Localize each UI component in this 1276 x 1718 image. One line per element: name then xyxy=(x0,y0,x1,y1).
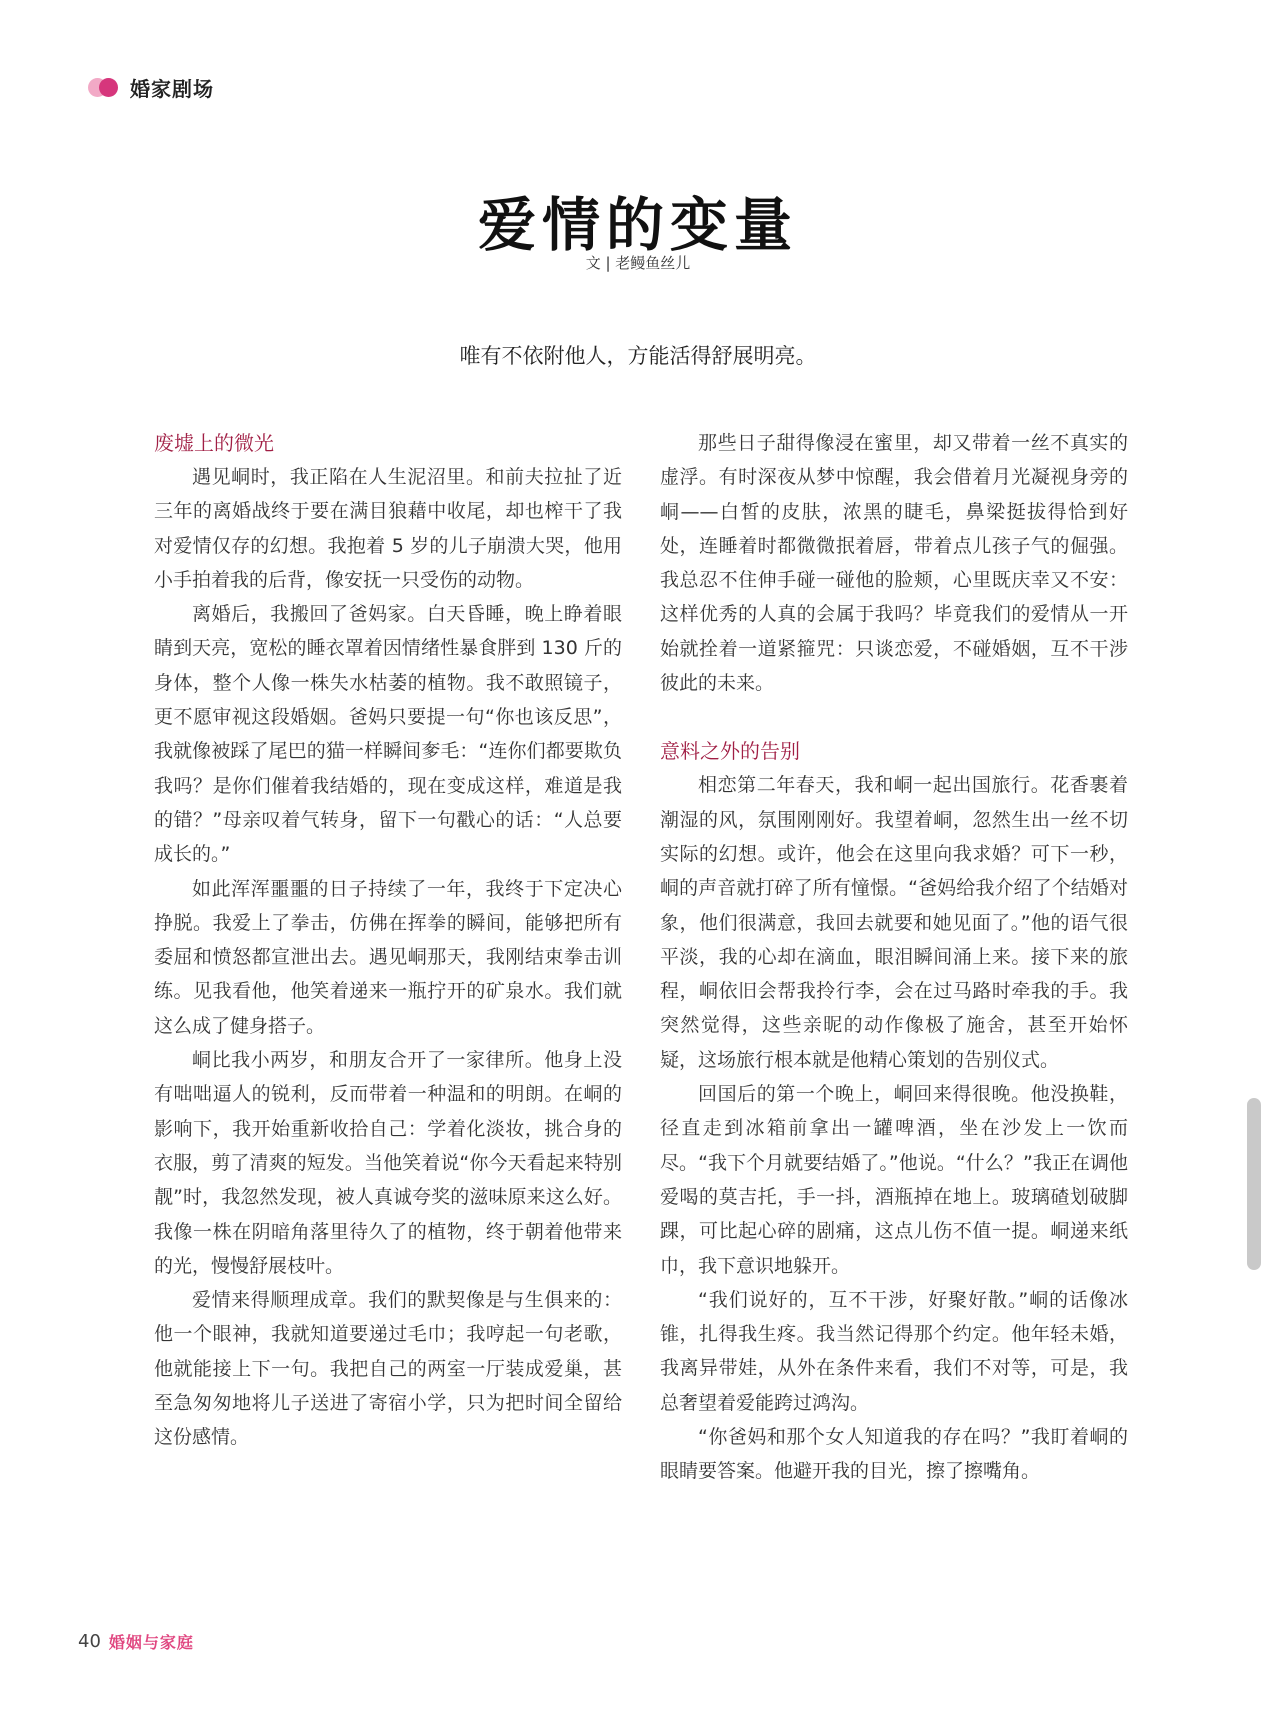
page-number: 40 xyxy=(78,1631,101,1652)
section-dots-icon xyxy=(88,76,122,98)
section-header xyxy=(88,72,214,102)
article-byline: 文 | 老鳗鱼丝儿 xyxy=(585,254,691,272)
paragraph: 回国后的第一个晚上，峒回来得很晚。他没换鞋，径直走到冰箱前拿出一罐啤酒，坐在沙发上一饮而尽。“我下个月就要结婚了。”他说。“什么？”我正在调他爱喝的莫吉托，手一抖，酒瓶掉在地上。玻璃碴划破脚踝，可比起心碎的剧痛，这点儿伤不值一提。峒递来纸巾，我下意识地躲开。 xyxy=(660,1083,1128,1277)
page-footer xyxy=(78,1630,194,1653)
paragraph: 爱情来得顺理成章。我们的默契像是与生俱来的：他一个眼神，我就知道要递过毛巾；我哼起一句老歌，他就能接上下一句。我把自己的两室一厅装成爱巢，甚至急匆匆地将儿子送进了寄宿小学，只为把时间全留给这份感情。 xyxy=(154,1289,622,1449)
article-subtitle: 唯有不依附他人，方能活得舒展明亮。 xyxy=(459,344,817,368)
paragraph: “我们说好的，互不干涉，好聚好散。”峒的话像冰锥，扎得我生疼。我当然记得那个约定。他年轻未婚，我离异带娃，从外在条件来看，我们不对等，可是，我总奢望着爱能跨过鸿沟。 xyxy=(660,1288,1128,1414)
paragraph: 相恋第二年春天，我和峒一起出国旅行。花香裹着潮湿的风，氛围刚刚好。我望着峒，忽然生出一丝不切实际的幻想。或许，他会在这里向我求婚？可下一秒，峒的声音就打碎了所有憧憬。“爸妈给我介绍了个结婚对象，他们很满意，我回去就要和她见面了。”他的语气很平淡，我的心却在滴血，眼泪瞬间涌上来。接下来的旅程，峒依旧会帮我拎行李，会在过马路时牵我的手。我突然觉得，这些亲昵的动作像极了施舍，甚至开始怀疑，这场旅行根本就是他精心策划的告别仪式。 xyxy=(660,774,1128,1071)
paragraph: 那些日子甜得像浸在蜜里，却又带着一丝不真实的虚浮。有时深夜从梦中惊醒，我会借着月光凝视身旁的峒——白皙的皮肤，浓黑的睫毛，鼻梁挺拔得恰到好处，连睡着时都微微抿着唇，带着点儿孩子气的倔强。我总忍不住伸手碰一碰他的脸颊，心里既庆幸又不安：这样优秀的人真的会属于我吗？毕竟我们的爱情从一开始就拴着一道紧箍咒：只谈恋爱，不碰婚姻，互不干涉彼此的未来。 xyxy=(660,432,1128,695)
right-column xyxy=(660,426,1128,1489)
section-heading-1: 废墟上的微光 xyxy=(154,431,274,455)
section-name: 婚家剧场 xyxy=(130,76,214,101)
scrollbar-thumb[interactable] xyxy=(1247,1098,1261,1270)
paragraph: 如此浑浑噩噩的日子持续了一年，我终于下定决心挣脱。我爱上了拳击，仿佛在挥拳的瞬间，能够把所有委屈和愤怒都宣泄出去。遇见峒那天，我刚结束拳击训练。见我看他，他笑着递来一瓶拧开的矿泉水。我们就这么成了健身搭子。 xyxy=(154,877,622,1037)
paragraph: 遇见峒时，我正陷在人生泥沼里。和前夫拉扯了近三年的离婚战终于要在满目狼藉中收尾，却也榨干了我对爱情仅存的幻想。我抱着 5 岁的儿子崩溃大哭，他用小手拍着我的后背，像安抚一只受伤的动物。 xyxy=(154,466,622,591)
section-heading-2: 意料之外的告别 xyxy=(660,739,800,764)
article-title: 爱情的变量 xyxy=(477,191,798,259)
paragraph: 峒比我小两岁，和朋友合开了一家律所。他身上没有咄咄逼人的锐利，反而带着一种温和的明朗。在峒的影响下，我开始重新收拾自己：学着化淡妆，挑合身的衣服，剪了清爽的短发。当他笑着说“你今天看起来特别靓”时，我忽然发现，被人真诚夸奖的滋味原来这么好。我像一株在阴暗角落里待久了的植物，终于朝着他带来的光，慢慢舒展枝叶。 xyxy=(154,1049,622,1277)
paragraph: “你爸妈和那个女人知道我的存在吗？”我盯着峒的眼睛要答案。他避开我的目光，擦了擦嘴角。 xyxy=(660,1426,1128,1483)
magazine-logo: 婚姻与家庭 xyxy=(108,1633,194,1652)
paragraph: 离婚后，我搬回了爸妈家。白天昏睡，晚上睁着眼睛到天亮，宽松的睡衣罩着因情绪性暴食胖到 130 斤的身体，整个人像一株失水枯萎的植物。我不敢照镜子，更不愿审视这段婚姻。爸妈只要提一句“你也该反思”，我就像被踩了尾巴的猫一样瞬间奓毛：“连你们都要欺负我吗？是你们催着我结婚的，现在变成这样，难道是我的错？”母亲叹着气转身，留下一句戳心的话：“人总要成长的。” xyxy=(154,603,622,866)
left-column xyxy=(154,426,622,1455)
